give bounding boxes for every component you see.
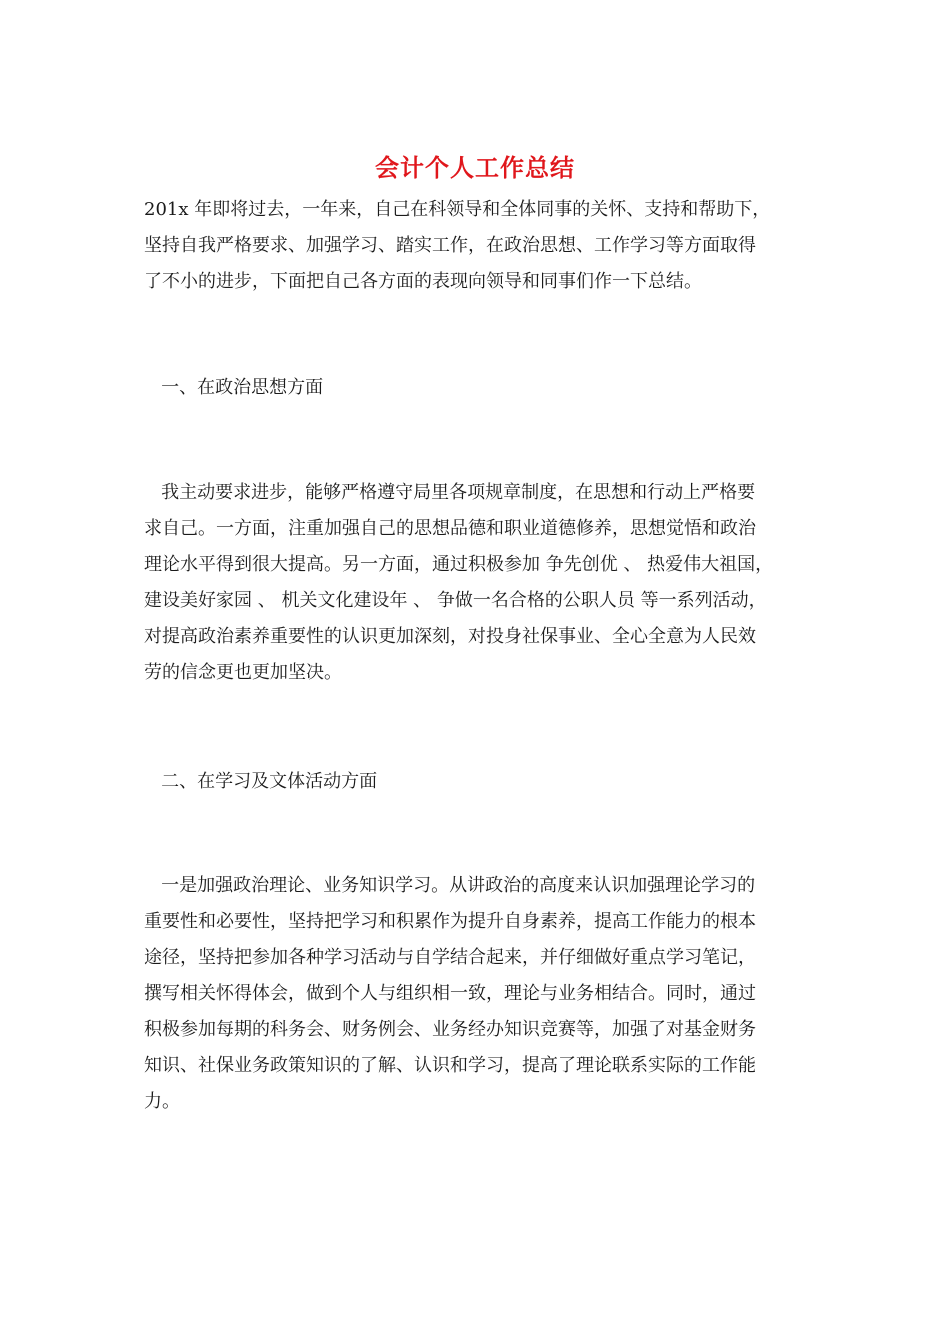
section-2-line: 力。: [144, 1091, 180, 1112]
intro-line: 201x 年即将过去，一年来，自己在科领导和全体同事的关怀、支持和帮助下，: [144, 199, 771, 220]
section-2-line: 知识、社保业务政策知识的了解、认识和学习，提高了理论联系实际的工作能: [144, 1055, 756, 1076]
section-2-line: 积极参加每期的科务会、财务例会、业务经办知识竞赛等，加强了对基金财务: [144, 1019, 756, 1040]
section-1-line: 我主动要求进步，能够严格遵守局里各项规章制度，在思想和行动上严格要: [144, 482, 756, 503]
section-2-heading: 二、在学习及文体活动方面: [144, 771, 378, 792]
section-1-line: 建设美好家园 、 机关文化建设年 、 争做一名合格的公职人员 等一系列活动，: [144, 590, 767, 611]
section-1-paragraph: [144, 475, 824, 691]
section-1-line: 理论水平得到很大提高。另一方面，通过积极参加 争先创优 、 热爱伟大祖国，: [144, 554, 774, 575]
section-2-paragraph: [144, 868, 824, 1120]
section-2-line: 撰写相关怀得体会，做到个人与组织相一致，理论与业务相结合。同时，通过: [144, 983, 756, 1004]
section-1-line: 劳的信念更也更加坚决。: [144, 662, 342, 683]
intro-line: 了不小的进步，下面把自己各方面的表现向领导和同事们作一下总结。: [144, 271, 702, 292]
document-title: 会计个人工作总结: [375, 153, 575, 182]
intro-line: 坚持自我严格要求、加强学习、踏实工作，在政治思想、工作学习等方面取得: [144, 235, 756, 256]
section-1-line: 求自己。一方面，注重加强自己的思想品德和职业道德修养，思想觉悟和政治: [144, 518, 756, 539]
section-2-line: 一是加强政治理论、业务知识学习。从讲政治的高度来认识加强理论学习的: [144, 875, 756, 896]
section-2-line: 途径，坚持把参加各种学习活动与自学结合起来，并仔细做好重点学习笔记，: [144, 947, 756, 968]
section-1-line: 对提高政治素养重要性的认识更加深刻，对投身社保事业、全心全意为人民效: [144, 626, 756, 647]
section-1-heading: 一、在政治思想方面: [144, 377, 324, 398]
intro-paragraph: [144, 192, 824, 300]
section-2-line: 重要性和必要性，坚持把学习和积累作为提升自身素养，提高工作能力的根本: [144, 911, 756, 932]
